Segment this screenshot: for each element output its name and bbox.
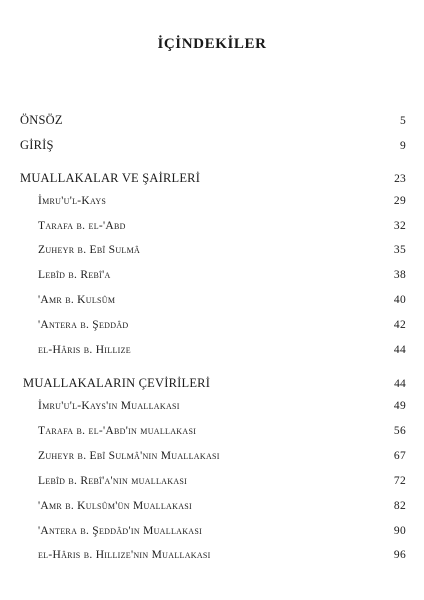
toc-entry-label: Zuheyr b. Ebî Sulmâ'nın Muallakası <box>38 450 220 462</box>
toc-entry-label: MUALLAKALAR VE ŞAİRLERİ <box>20 171 201 185</box>
toc-entry-page: 32 <box>393 220 406 232</box>
toc-entry <box>38 269 406 281</box>
toc-entry-label: Zuheyr b. Ebî Sulmâ <box>38 244 141 256</box>
toc-entry-page: 90 <box>393 525 406 537</box>
toc-entry-label: el-Hâris b. Hillize <box>38 344 131 356</box>
toc-entry-page: 72 <box>393 475 406 487</box>
toc-entry-page: 40 <box>393 294 406 306</box>
toc-entry-label: 'Amr b. Kulsûm'ün Muallakası <box>38 500 192 512</box>
toc-entry <box>38 525 406 537</box>
toc-section-muallakalar <box>20 171 406 186</box>
toc-entry-page: 35 <box>393 244 406 256</box>
toc-entry <box>38 220 406 232</box>
toc-entry-page: 49 <box>393 400 406 412</box>
toc-entry-label: Lebîd b. Rebî'a'nın muallakası <box>38 475 188 487</box>
toc-entry-label: İmru'u'l-Kays'ın Muallakası <box>38 400 180 412</box>
toc-entry-page: 5 <box>400 115 406 127</box>
toc-entry <box>38 450 406 462</box>
toc-section-ceviriler <box>23 376 406 391</box>
toc-entry-onsoz <box>20 113 406 128</box>
toc-entry <box>38 425 406 437</box>
toc-entry-page: 44 <box>393 344 406 356</box>
toc-entry-label: 'Antera b. Şeddâd <box>38 319 129 331</box>
toc-entry-label: İmru'u'l-Kays <box>38 195 107 207</box>
toc-entry-page: 44 <box>394 378 406 390</box>
toc-entry <box>38 400 406 412</box>
toc-entry-page: 42 <box>393 319 406 331</box>
toc-entry <box>38 500 406 512</box>
toc-entry-label: 'Antera b. Şeddâd'ın Muallakası <box>38 525 203 537</box>
toc-entry-giris <box>20 138 406 153</box>
toc-entry-page: 9 <box>400 140 406 152</box>
toc-entry-page: 96 <box>393 549 406 561</box>
toc-entry-page: 56 <box>393 425 406 437</box>
toc-entry-label: el-Hâris b. Hillize'nin Muallakası <box>38 549 211 561</box>
toc-entry-label: GİRİŞ <box>20 138 54 152</box>
toc-entry-page: 23 <box>394 173 406 185</box>
toc-entry-label: MUALLAKALARIN ÇEVİRİLERİ <box>23 376 211 390</box>
toc-entry-label: ÖNSÖZ <box>20 113 63 127</box>
toc-entry <box>38 344 406 356</box>
toc-entry-label: Tarafa b. el-'Abd <box>38 220 126 232</box>
toc-entry <box>38 319 406 331</box>
toc-entry <box>38 244 406 256</box>
toc-entry-label: Tarafa b. el-'Abd'ın muallakası <box>38 425 197 437</box>
toc-entry-page: 67 <box>393 450 406 462</box>
toc-entry-page: 82 <box>393 500 406 512</box>
toc-entry-label: 'Amr b. Kulsûm <box>38 294 116 306</box>
toc-entry-page: 29 <box>393 195 406 207</box>
toc-entry-label: Lebîd b. Rebî'a <box>38 269 111 281</box>
page-title: İÇİNDEKİLER <box>157 36 267 52</box>
toc-entry <box>38 549 406 561</box>
toc-entry <box>38 475 406 487</box>
toc-entry <box>38 195 406 207</box>
toc-entry <box>38 294 406 306</box>
toc-entry-page: 38 <box>393 269 406 281</box>
